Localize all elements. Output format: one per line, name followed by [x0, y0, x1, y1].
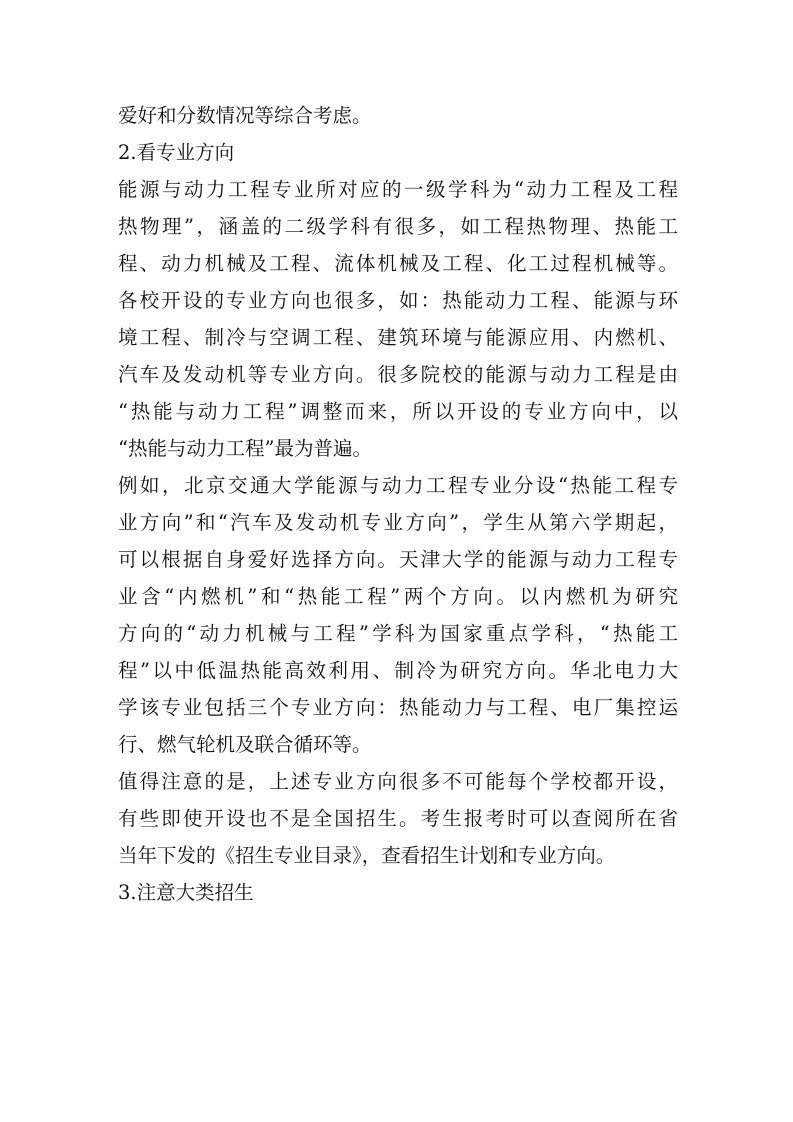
text-line: “热能与动力工程”调整而来，所以开设的专业方向中，以: [118, 400, 678, 423]
text-line: 可以根据自身爱好选择方向。天津大学的能源与动力工程专: [118, 548, 678, 571]
section-heading: 3.注意大类招生: [118, 881, 254, 904]
text-line: 行、燃气轮机及联合循环等。: [118, 733, 372, 756]
text-line: 汽车及发动机等专业方向。很多院校的能源与动力工程是由: [118, 363, 678, 386]
text-line: 程、动力机械及工程、流体机械及工程、化工过程机械等。: [118, 252, 678, 275]
text-line: 学该专业包括三个专业方向：热能动力与工程、电厂集控运: [118, 696, 678, 719]
text-line: 各校开设的专业方向也很多，如：热能动力工程、能源与环: [118, 289, 678, 312]
text-line: 境工程、制冷与空调工程、建筑环境与能源应用、内燃机、: [118, 326, 678, 349]
text-line: 程”以中低温热能高效利用、制冷为研究方向。华北电力大: [118, 659, 678, 682]
text-line: 有些即使开设也不是全国招生。考生报考时可以查阅所在省: [118, 807, 678, 830]
section-heading: 2.看专业方向: [118, 141, 235, 164]
text-line: 能源与动力工程专业所对应的一级学科为“动力工程及工程: [118, 178, 678, 201]
text-line: 例如，北京交通大学能源与动力工程专业分设“热能工程专: [118, 474, 678, 497]
text-line: 热物理”，涵盖的二级学科有很多，如工程热物理、热能工: [118, 215, 678, 238]
text-line: 爱好和分数情况等综合考虑。: [118, 104, 372, 127]
text-line: “热能与动力工程”最为普遍。: [118, 437, 372, 460]
text-line: 值得注意的是，上述专业方向很多不可能每个学校都开设，: [118, 770, 678, 793]
document-body: [118, 97, 678, 911]
text-line: 业方向”和“汽车及发动机专业方向”，学生从第六学期起，: [118, 511, 678, 534]
text-line: 业含“内燃机”和“热能工程”两个方向。以内燃机为研究: [118, 585, 678, 608]
text-line: 方向的“动力机械与工程”学科为国家重点学科，“热能工: [118, 622, 678, 645]
text-line: 当年下发的《招生专业目录》，查看招生计划和专业方向。: [118, 844, 616, 867]
